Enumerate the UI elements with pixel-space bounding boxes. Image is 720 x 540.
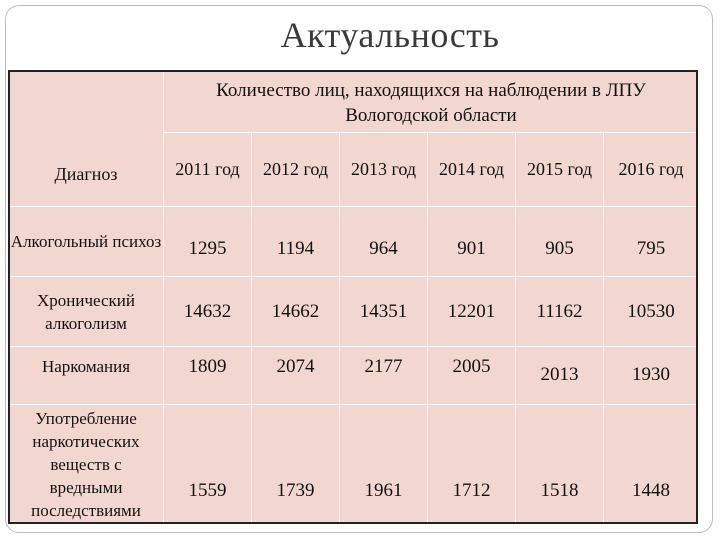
- table-cell: 12201: [428, 277, 516, 347]
- table-cell: 1961: [340, 405, 428, 525]
- table-cell: 964: [340, 207, 428, 277]
- table-row: [9, 277, 699, 347]
- table-cell: 1295: [164, 207, 252, 277]
- row-label: Алкогольный психоз: [9, 207, 164, 277]
- slide-title: Актуальность: [280, 15, 500, 55]
- year-header: 2016 год: [604, 133, 699, 207]
- table-cell: 2177: [340, 347, 428, 405]
- table-cell: 14351: [340, 277, 428, 347]
- table-cell: 10530: [604, 277, 699, 347]
- table-cell: 14632: [164, 277, 252, 347]
- table-cell: 2013: [516, 347, 604, 405]
- year-header: 2015 год: [516, 133, 604, 207]
- table-cell: 2074: [252, 347, 340, 405]
- table-cell: 1559: [164, 405, 252, 525]
- table-cell: 1809: [164, 347, 252, 405]
- year-header: 2012 год: [252, 133, 340, 207]
- table-row: [9, 207, 699, 277]
- table-cell: 1194: [252, 207, 340, 277]
- year-header: 2011 год: [164, 133, 252, 207]
- table-cell: 1930: [604, 347, 699, 405]
- table-cell: 1518: [516, 405, 604, 525]
- table-cell: 1448: [604, 405, 699, 525]
- table-cell: 11162: [516, 277, 604, 347]
- table-caption: Количество лиц, находящихся на наблюдении в ЛПУ Вологодской области: [164, 71, 699, 133]
- row-label: Хронический алкоголизм: [9, 277, 164, 347]
- table-row: [9, 347, 699, 405]
- table-cell: 905: [516, 207, 604, 277]
- table-cell: 795: [604, 207, 699, 277]
- row-label: Наркомания: [9, 347, 164, 405]
- table-row: [9, 405, 699, 525]
- table-cell: 2005: [428, 347, 516, 405]
- year-header: 2013 год: [340, 133, 428, 207]
- row-label: Употребление наркотических веществ с вредными последствиями: [9, 405, 164, 525]
- table-cell: 1712: [428, 405, 516, 525]
- table-cell: 901: [428, 207, 516, 277]
- data-table: [8, 70, 699, 525]
- table-cell: 1739: [252, 405, 340, 525]
- year-header: 2014 год: [428, 133, 516, 207]
- diagnosis-header: Диагноз: [9, 71, 164, 207]
- table-cell: 14662: [252, 277, 340, 347]
